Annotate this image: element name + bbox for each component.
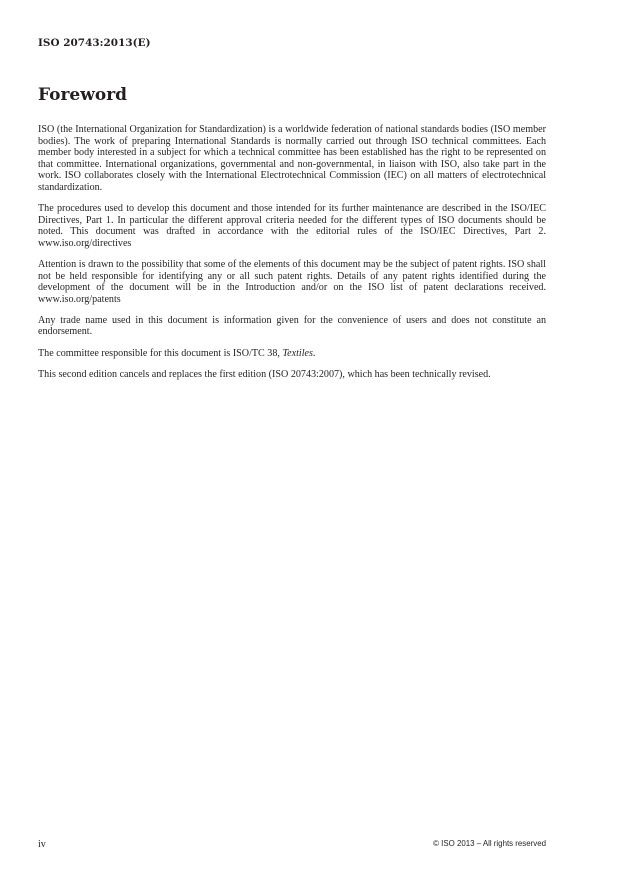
paragraph-trade-names: Any trade name used in this document is information given for the convenience of users and does not constitute an endorsement. <box>38 314 546 338</box>
committee-text: The committee responsible for this document is ISO/TC 38, <box>38 347 283 359</box>
committee-suffix: . <box>312 347 316 359</box>
paragraph-procedures: The procedures used to develop this document and those intended for its further maintenance are described in the ISO/IEC Directives, Part 1. In particular the different approval criteria needed for the different types of ISO documents should be noted. This document was drafted in accordance with the editorial rules of the ISO/IEC Directives, Part 2. www.iso.org/directives <box>38 203 546 249</box>
paragraph-edition: This second edition cancels and replaces the first edition (ISO 20743:2007), which has been technically revised. <box>38 368 491 380</box>
foreword-body <box>38 124 546 390</box>
paragraph-patents: Attention is drawn to the possibility that some of the elements of this document may be the subject of patent rights. ISO shall not be held responsible for identifying any or all such patent rights. Details of any patent rights identified during the development of the document will be in the Introduction and/or on the ISO list of patent declarations received. www.iso.org/patents <box>38 258 546 305</box>
paragraph-committee <box>38 348 546 360</box>
copyright-notice: © ISO 2013 – All rights reserved <box>433 839 546 848</box>
document-id: ISO 20743:2013(E) <box>38 37 151 49</box>
page-number: iv <box>38 839 46 850</box>
page-title: Foreword <box>38 85 128 105</box>
paragraph-iso-overview: ISO (the International Organization for Standardization) is a worldwide federation of national standards bodies (ISO member bodies). The work of preparing International Standards is normally carried out through ISO technical committees. Each member body interested in a subject for which a technical committee has been established has the right to be represented on that committee. International organizations, governmental and non-governmental, in liaison with ISO, also take part in the work. ISO collaborates closely with the International Electrotechnical Commission (IEC) on all matters of electrotechnical standardization. <box>38 124 546 193</box>
committee-name: Textiles <box>282 347 313 359</box>
